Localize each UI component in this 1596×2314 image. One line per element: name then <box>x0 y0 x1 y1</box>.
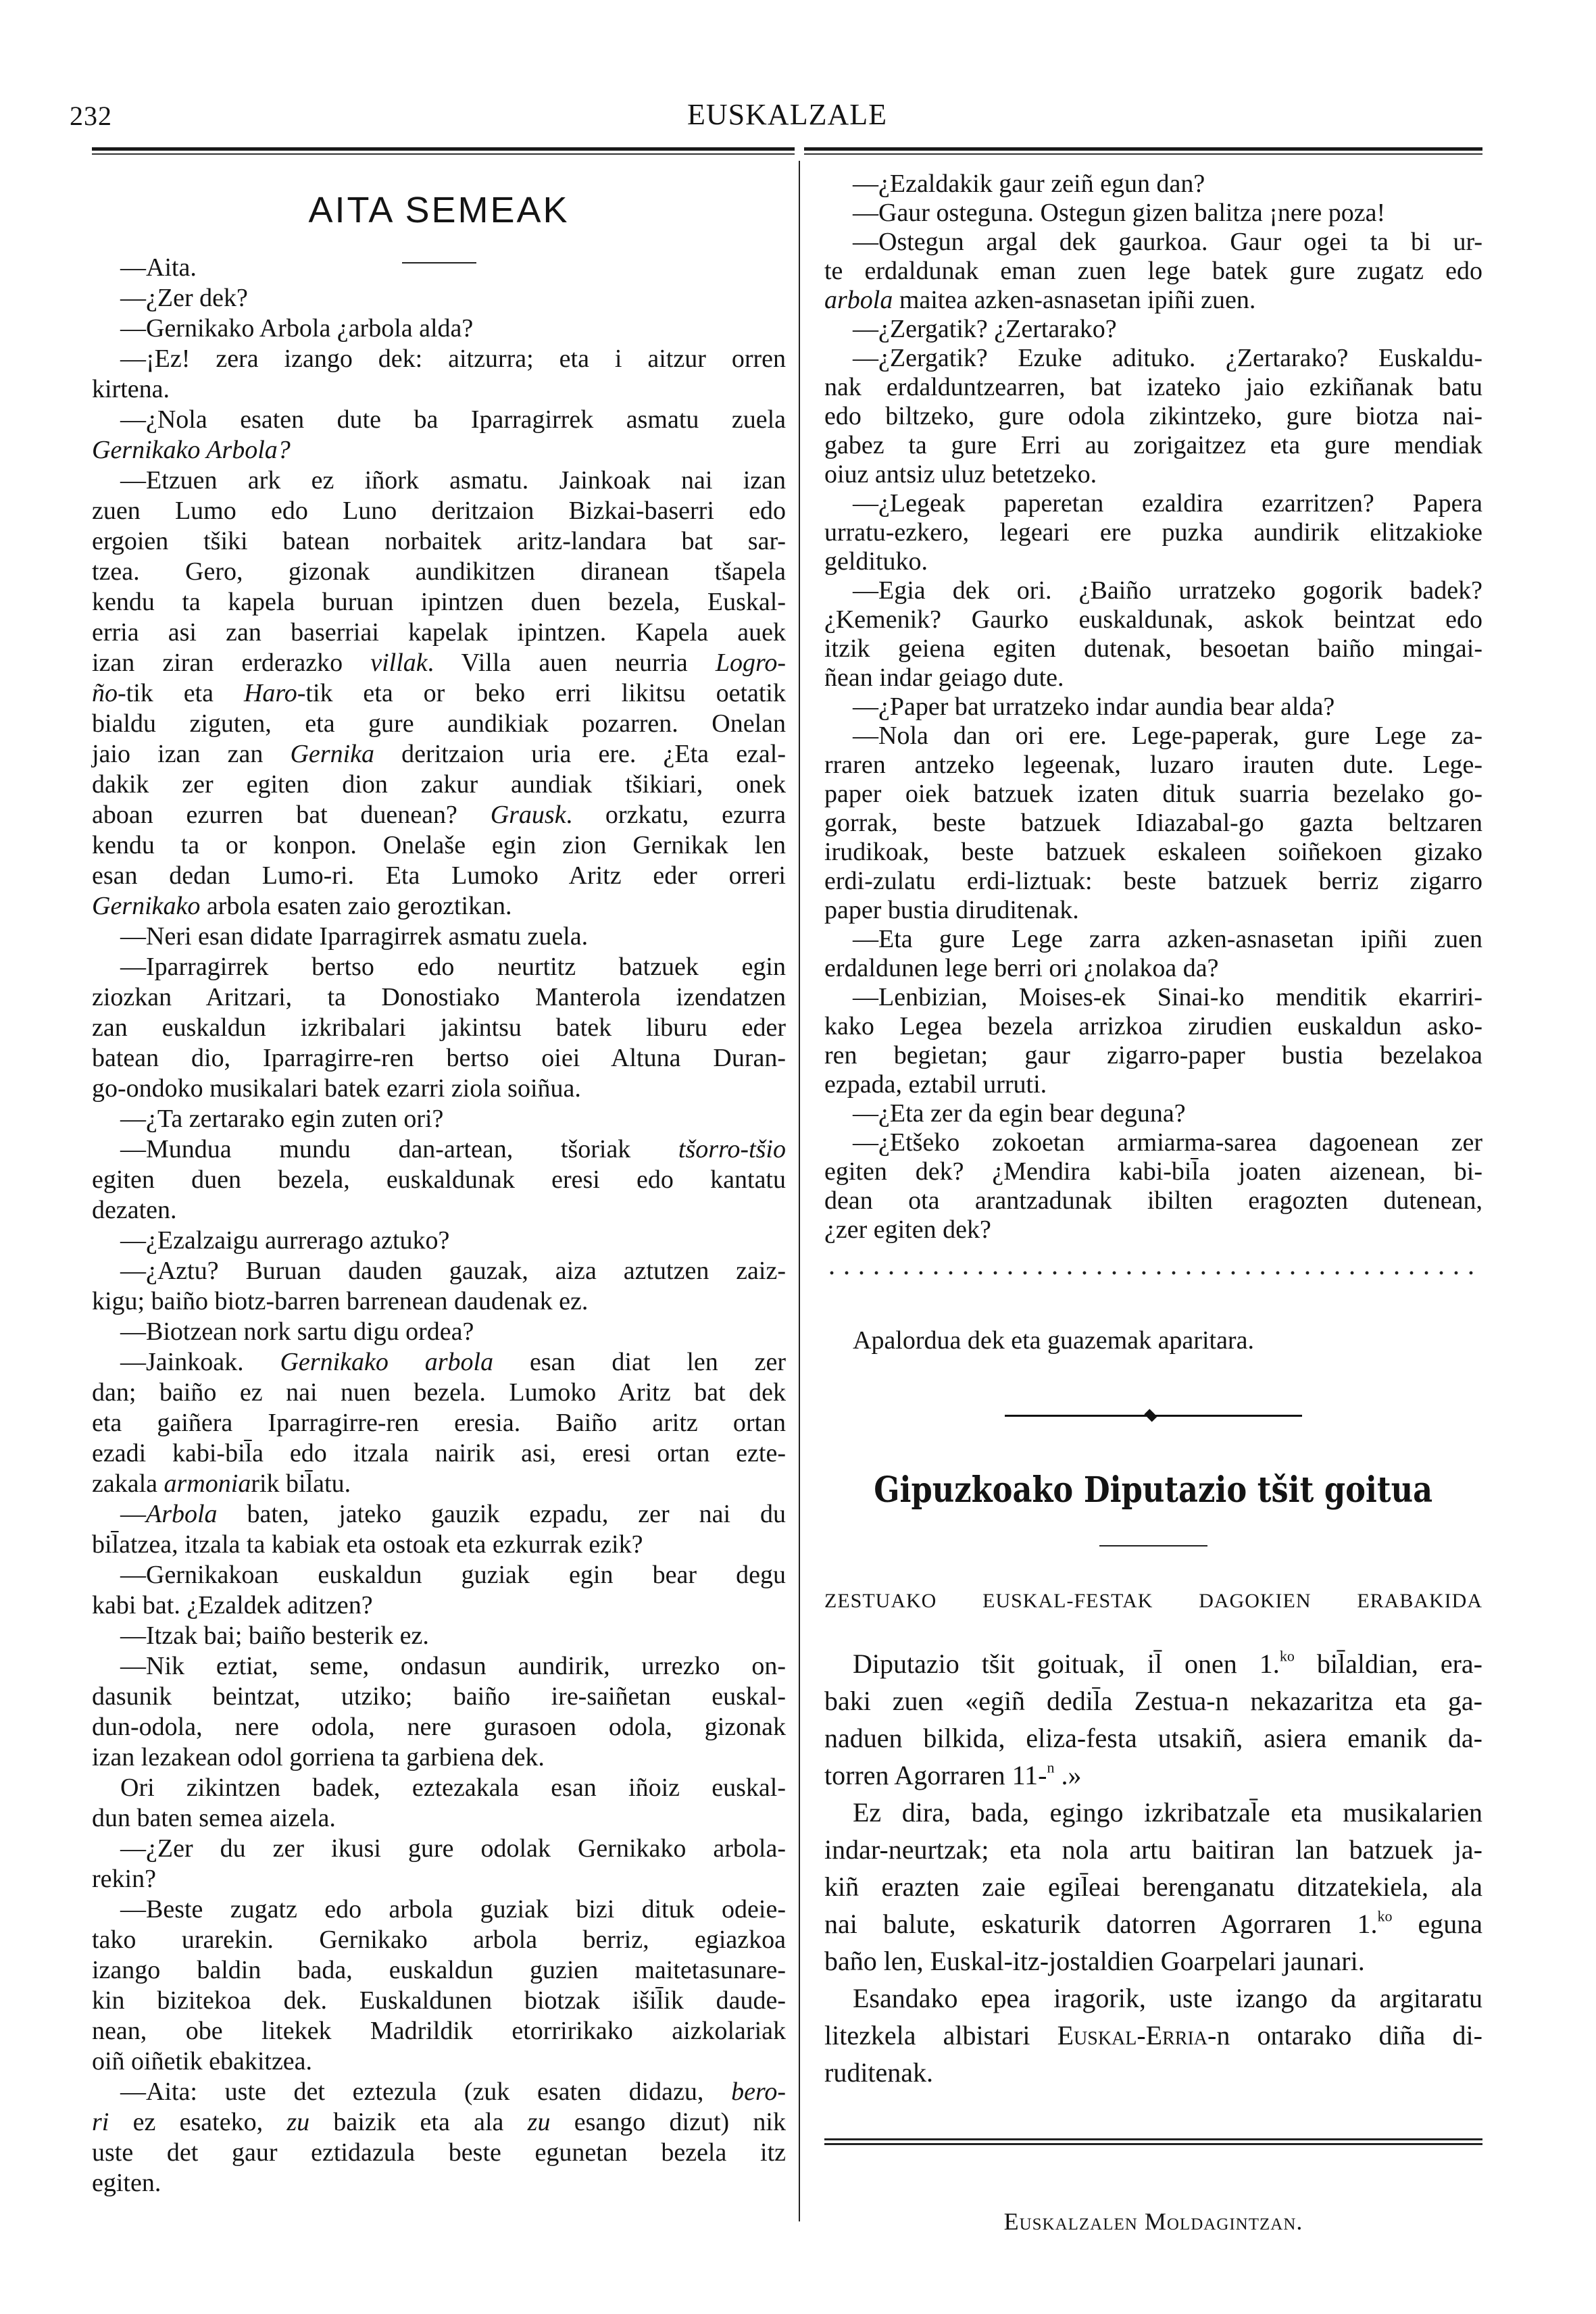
paragraph <box>824 983 1482 1099</box>
text-line: rekin? <box>92 1865 156 1893</box>
text-line <box>92 739 786 770</box>
text-line <box>92 1134 786 1165</box>
text-line: —Eta gure Lege zarra azken-asnasetan ipiñi zuen <box>853 925 1482 953</box>
text-line <box>824 286 1482 315</box>
text-line <box>92 1499 786 1530</box>
superscript-text: n <box>1047 1759 1055 1776</box>
text-line <box>824 1645 1482 1682</box>
text-line: izan lezakean odol gorriena ta garbiena dek. <box>92 1743 545 1771</box>
text-line: dean ota arantzadunak ibilten eragozten dutenean, <box>824 1186 1482 1215</box>
text-segment: baizik eta ala <box>309 2108 528 2136</box>
paragraph <box>824 344 1482 489</box>
text-line: dezaten. <box>92 1196 177 1224</box>
paragraph <box>92 1834 786 1894</box>
text-segment: esan diat len zer <box>493 1348 787 1376</box>
text-line: —¿Zergatik? Ezuke adituko. ¿Zertarako? Euskaldu- <box>853 344 1482 372</box>
paragraph <box>92 253 786 283</box>
paragraph <box>824 1645 1482 1794</box>
text-line <box>92 800 786 830</box>
text-line: erria asi zan baserriai kapelak ipintzen. Kapela auek <box>92 618 786 647</box>
notice-body <box>824 1645 1482 2091</box>
paragraph <box>92 952 786 1104</box>
text-line: kiñ erazten zaie egil̄eai berenganatu ditzatekiela, ala <box>824 1871 1482 1902</box>
text-segment: baten, jateko gauzik ezpadu, zer nai du <box>217 1500 786 1528</box>
text-segment: Diputazio tšit goituak, il̄ onen 1. <box>853 1649 1280 1679</box>
text-line: —¿Zer dek? <box>120 284 248 312</box>
text-line <box>824 1757 1482 1794</box>
article-left-column <box>92 253 786 2198</box>
text-line <box>824 2017 1482 2054</box>
paragraph <box>92 466 786 922</box>
paragraph <box>824 1099 1482 1128</box>
paragraph <box>824 170 1482 199</box>
text-line: batean dio, Iparragirre-ren bertso oiei Altuna Duran- <box>92 1044 786 1072</box>
text-line: baño len, Euskal-itz-jostaldien Goarpelari jaunari. <box>824 1946 1365 1976</box>
text-segment: —Mundua mundu dan-artean, tšoriak <box>120 1135 678 1163</box>
text-line: bil̄atzea, itzala ta kabiak eta ostoak eta ezkurrak ezik? <box>92 1530 643 1559</box>
italic-text: armonia <box>164 1469 251 1498</box>
text-line: kabi bat. ¿Ezaldek aditzen? <box>92 1591 373 1619</box>
text-line: oiñ oiñetik ebakitzea. <box>92 2047 313 2076</box>
text-segment: litezkela albistari <box>824 2020 1057 2051</box>
text-line: —Biotzean nork sartu digu ordea? <box>120 1317 474 1346</box>
text-line: —¿Eta zer da egin bear deguna? <box>853 1099 1186 1128</box>
text-line: —Ostegun argal dek gaurkoa. Gaur ogei ta bi ur- <box>853 228 1482 256</box>
text-line: oiuz antsiz uluz betetzeko. <box>824 460 1097 488</box>
text-line: —¿Ta zertarako egin zuten ori? <box>120 1105 444 1133</box>
text-segment: -tik eta <box>118 679 244 707</box>
text-line: baki zuen «egiñ dedil̄a Zestua-n nekazaritza eta ga- <box>824 1686 1482 1716</box>
text-line: Ori zikintzen badek, eztezakala esan iñoiz euskal- <box>120 1774 786 1802</box>
text-line: —Lenbizian, Moises-ek Sinai-ko menditik ekarriri- <box>853 983 1482 1011</box>
text-line <box>92 891 786 922</box>
text-line: naduen bilkida, eliza-festa utsakiñ, asiera emanik da- <box>824 1723 1482 1753</box>
text-line: —Aita. <box>120 253 197 282</box>
notice-title <box>824 1469 1482 1511</box>
italic-text: ño <box>92 679 118 707</box>
text-line: —¿Ezalzaigu aurrerago aztuko? <box>120 1226 450 1255</box>
text-line: ¿Kemenik? Gaurko euskaldunak, askok beintzat edo <box>824 605 1482 634</box>
text-line: kendu ta kapela buruan ipintzen duen bezela, Euskal- <box>92 588 786 616</box>
notice-title-rule <box>1099 1545 1207 1546</box>
text-segment: —Aita: uste det eztezula (zuk esaten didazu, <box>120 2078 732 2106</box>
text-line: indar-neurtzak; eta nola artu baitiran lan batzuek ja- <box>824 1834 1482 1865</box>
italic-text: Gernikako <box>92 892 201 920</box>
text-segment: zakala <box>92 1469 164 1498</box>
text-line: egiten. <box>92 2169 161 2197</box>
text-line: —Nik eztiat, seme, ondasun aundirik, urrezko on- <box>120 1652 786 1680</box>
paragraph <box>824 489 1482 576</box>
italic-text: Logro- <box>715 649 786 677</box>
text-segment: torren Agorraren 11- <box>824 1760 1047 1790</box>
text-line: edo biltzeko, gure odola zikintzeko, gure biotza nai- <box>824 402 1482 430</box>
text-line: —¡Ez! zera izango dek: aitzurra; eta i aitzur orren <box>120 345 786 373</box>
text-line: tzea. Gero, gizonak aundikitzen diranean tšapela <box>92 557 786 586</box>
paragraph <box>824 1980 1482 2091</box>
text-line: eta gaiñera Iparragirre-ren eresia. Baiño aritz ortan <box>92 1409 786 1437</box>
text-line: kendu ta or konpon. Onelaše egin zion Gernikak len <box>92 831 786 859</box>
paragraph <box>824 1128 1482 1244</box>
text-line: ergoien tšiki batean norbaitek aritz-landara bat sar- <box>92 527 786 555</box>
text-line: —¿Ezaldakik gaur zeiñ egun dan? <box>853 170 1205 198</box>
text-segment: aboan ezurren bat duenean? <box>92 801 491 829</box>
text-line: —¿Aztu? Buruan dauden gauzak, aiza aztutzen zaiz- <box>120 1257 786 1285</box>
running-title: EUSKALZALE <box>687 98 887 131</box>
text-segment: -n ontarako diña di- <box>1207 2020 1482 2051</box>
text-line: gabez ta gure Erri au zorigaitzez eta gure mendiak <box>824 431 1482 459</box>
paragraph <box>92 1317 786 1347</box>
italic-text: zu <box>286 2108 310 2136</box>
text-segment: — <box>120 1500 146 1528</box>
small-caps-text: Euskal-Erria <box>1057 2020 1208 2051</box>
paragraph <box>92 1256 786 1317</box>
article-right-column <box>824 170 1482 1244</box>
italic-text: bero- <box>731 2078 786 2106</box>
text-line: —Beste zugatz edo arbola guziak bizi dituk odeie- <box>120 1895 786 1923</box>
text-segment: eguna <box>1392 1909 1482 1939</box>
text-line: dun baten semea aizela. <box>92 1804 336 1832</box>
notice-title-text: Gipuzkoako Diputazio tšit goitua <box>874 1469 1433 1511</box>
paragraph <box>824 199 1482 228</box>
text-line: bialdu ziguten, eta gure aundikiak pozarren. Onelan <box>92 709 786 738</box>
text-segment: -tik eta or beko erri likitsu oetatik <box>297 679 786 707</box>
italic-text: Gernikako arbola <box>280 1348 494 1376</box>
text-line: —Gernikakoan euskaldun guziak egin bear degu <box>120 1561 786 1589</box>
text-line: ren begietan; gaur zigarro-paper bustia bezelakoa <box>824 1041 1482 1070</box>
text-line: nean, obe litekek Madrildik etorririkako aizkolariak <box>92 2017 786 2045</box>
notice-subtitle: ZESTUAKO EUSKAL-FESTAK DAGOKIEN ERABAKIDA <box>824 1590 1482 1612</box>
text-line: —¿Zer du zer ikusi gure odolak Gernikako arbola- <box>120 1834 786 1863</box>
text-segment: maitea azken-asnasetan ipiñi zuen. <box>893 286 1256 314</box>
paragraph <box>92 1560 786 1621</box>
paragraph <box>92 344 786 405</box>
paragraph <box>92 1894 786 2077</box>
text-line: tako urarekin. Gernikako arbola berriz, egiazkoa <box>92 1926 786 1954</box>
text-line: gorrak, beste batzuek Idiazabal-go gazta beltzaren <box>824 809 1482 837</box>
text-line: —¿Zergatik? ¿Zertarako? <box>853 315 1117 343</box>
text-segment: .» <box>1054 1760 1082 1790</box>
text-line: erdi-zulatu erdi-liztuak: beste batzuek berriz zigarro <box>824 867 1482 895</box>
notice-signature: Euskalzalen Moldagintzan. <box>1003 2208 1303 2235</box>
text-line <box>92 2077 786 2107</box>
text-line: dun-odola, nere odola, nere gurasoen odola, gizonak <box>92 1713 786 1741</box>
text-line: geldituko. <box>824 547 928 576</box>
text-line <box>92 435 786 466</box>
text-line: nak erdalduntzearren, bat izateko jaio ezkiñanak batu <box>824 373 1482 401</box>
text-segment: bil̄aldian, era- <box>1294 1649 1483 1679</box>
article-title: AITA SEMEAK <box>308 190 570 230</box>
text-line: —Gaur osteguna. Ostegun gizen balitza ¡nere poza! <box>853 199 1386 227</box>
paragraph <box>824 722 1482 925</box>
paragraph <box>92 1621 786 1651</box>
text-line: ruditenak. <box>824 2057 934 2088</box>
text-line: ¿zer egiten dek? <box>824 1215 991 1244</box>
text-line: —Iparragirrek bertso edo neurtitz batzuek egin <box>120 953 786 981</box>
text-line: izango baldin bada, euskaldun guzien maitetasunare- <box>92 1956 786 1984</box>
text-line: ezpada, eztabil urruti. <box>824 1070 1047 1099</box>
text-segment: —Jainkoak. <box>120 1348 280 1376</box>
text-line: kako Legea bezela arrizkoa zirudien euskaldun asko- <box>824 1012 1482 1040</box>
superscript-text: ko <box>1279 1647 1295 1665</box>
text-line: —¿Paper bat urratzeko indar aundia bear alda? <box>853 693 1335 721</box>
italic-text: Arbola <box>146 1500 218 1528</box>
paragraph <box>92 1104 786 1134</box>
footer-double-rule <box>824 2138 1482 2146</box>
text-segment: nai balute, eskaturik datorren Agorraren 1. <box>824 1909 1378 1939</box>
text-line: zuen Lumo edo Luno deritzaion Bizkai-baserri edo <box>92 497 786 525</box>
text-line: irudikoak, beste batzuek eskaleen soiñekoen gizako <box>824 838 1482 866</box>
italic-text: tšorro-tšio <box>678 1135 786 1163</box>
text-line: paper oiek batzuek izaten dituk suarria bezelako go- <box>824 780 1482 808</box>
superscript-text: ko <box>1377 1907 1393 1925</box>
text-line: esan dedan Lumo-ri. Eta Lumoko Aritz eder orreri <box>92 861 786 890</box>
paragraph <box>92 1226 786 1256</box>
text-line <box>92 1469 786 1499</box>
text-line: dan; baiño ez nai nuen bezela. Lumoko Aritz bat dek <box>92 1378 786 1407</box>
text-line: —¿Nola esaten dute ba Iparragirrek asmatu zuela <box>120 405 786 434</box>
paragraph <box>824 576 1482 693</box>
text-line: ziozkan Aritzari, ta Donostiako Manterola izendatzen <box>92 983 786 1011</box>
text-line: egiten dek? ¿Mendira kabi-bil̄a joaten aizenean, bi- <box>824 1157 1482 1186</box>
text-line: —Nola dan ori ere. Lege-paperak, gure Lege za- <box>853 722 1482 750</box>
text-line: —Egia dek ori. ¿Baiño urratzeko gogorik badek? <box>853 576 1482 605</box>
paragraph <box>92 405 786 466</box>
text-line: Ez dira, bada, egingo izkribatzal̄e eta musikalarien <box>853 1797 1482 1828</box>
text-segment: jaio izan zan <box>92 740 291 768</box>
text-line: urratu-ezkero, legeari ere puzka aundirik elitzakioke <box>824 518 1482 547</box>
paragraph <box>92 283 786 313</box>
text-line: erdaldunen lege berri ori ¿nolakoa da? <box>824 954 1219 982</box>
text-line: ezadi kabi-bil̄a edo itzala nairik asi, eresi ortan ezte- <box>92 1439 786 1467</box>
text-segment: . orzkatu, ezurra <box>566 801 787 829</box>
header-double-rule-right <box>804 147 1482 157</box>
text-segment: arbola esaten zaio geroztikan. <box>200 892 512 920</box>
paragraph <box>92 2077 786 2198</box>
diamond-ornament-icon <box>1144 1409 1157 1422</box>
text-line: —Itzak bai; baiño besterik ez. <box>120 1621 429 1650</box>
italic-text: zu <box>527 2108 551 2136</box>
article-closing-line: Apalordua dek eta guazemak aparitara. <box>853 1326 1254 1355</box>
text-line: —¿Etšeko zokoetan armiarma-sarea dagoenean zer <box>853 1128 1482 1157</box>
text-line: —Etzuen ark ez iñork asmatu. Jainkoak nai izan <box>120 466 786 495</box>
text-line <box>824 1905 1482 1942</box>
text-line: itzik geiena egiten dutenak, besoetan baiño mingai- <box>824 634 1482 663</box>
text-segment: . Villa auen neurria <box>427 649 716 677</box>
text-line: kin bizitekoa dek. Euskaldunen biotzak išil̄ik daude- <box>92 1986 786 2015</box>
paragraph <box>92 1499 786 1560</box>
text-line: rraren antzeko legeenak, luzaro irauten dute. Lege- <box>824 751 1482 779</box>
ornamental-divider <box>1005 1409 1302 1423</box>
text-line: ñean indar geiago dute. <box>824 663 1064 692</box>
text-line <box>92 648 786 678</box>
page-number: 232 <box>70 101 112 131</box>
italic-text: Haro <box>243 679 297 707</box>
paragraph <box>824 1794 1482 1980</box>
text-line <box>92 2107 786 2138</box>
paragraph <box>824 315 1482 344</box>
text-line: dakik zer egiten dion zakur aundiak tšikiari, onek <box>92 770 786 799</box>
header-double-rule-left <box>92 147 795 157</box>
paragraph <box>824 228 1482 315</box>
paragraph <box>92 1651 786 1773</box>
italic-text: Gernikako Arbola? <box>92 436 291 464</box>
text-segment: izan ziran erderazko <box>92 649 371 677</box>
paragraph <box>92 1134 786 1226</box>
text-segment: ez esateko, <box>109 2108 287 2136</box>
text-line: —Gernikako Arbola ¿arbola alda? <box>120 314 474 343</box>
italic-text: ri <box>92 2108 109 2136</box>
paragraph <box>92 313 786 344</box>
text-line: Esandako epea iragorik, uste izango da argitaratu <box>853 1983 1482 2013</box>
paragraph <box>92 1773 786 1834</box>
text-line: paper bustia diruditenak. <box>824 896 1079 924</box>
text-line <box>92 678 786 709</box>
paragraph <box>92 1347 786 1499</box>
italic-text: Gernika <box>290 740 375 768</box>
italic-text: arbola <box>824 286 893 314</box>
text-segment: deritzaion uria ere. ¿Eta ezal- <box>374 740 786 768</box>
text-line: zan euskaldun izkribalari jakintsu batek liburu eder <box>92 1013 786 1042</box>
text-line: kigu; baiño biotz-barren barrenean daudenak ez. <box>92 1287 589 1315</box>
text-line: uste det gaur eztidazula beste egunetan bezela itz <box>92 2138 786 2167</box>
paragraph <box>824 693 1482 722</box>
text-line: dasunik beintzat, utziko; baiño ire-saiñetan euskal- <box>92 1682 786 1711</box>
italic-text: Grausk <box>490 801 566 829</box>
text-line <box>92 1347 786 1378</box>
italic-text: villak <box>370 649 428 677</box>
text-line: te erdaldunak eman zuen lege batek gure zugatz edo <box>824 257 1482 285</box>
paragraph <box>92 922 786 952</box>
text-segment: rik bil̄atu. <box>251 1469 351 1498</box>
text-line: —¿Legeak paperetan ezaldira ezarritzen? Papera <box>853 489 1482 518</box>
text-line: egiten duen bezela, euskaldunak eresi edo kantatu <box>92 1165 786 1194</box>
column-divider <box>799 161 800 2221</box>
text-line: kirtena. <box>92 375 170 403</box>
dotted-separator <box>824 1270 1482 1276</box>
text-segment: esango dizut) nik <box>550 2108 786 2136</box>
text-line: go-ondoko musikalari batek ezarri ziola soiñua. <box>92 1074 581 1103</box>
text-line: —Neri esan didate Iparragirrek asmatu zuela. <box>120 922 589 951</box>
paragraph <box>824 925 1482 983</box>
